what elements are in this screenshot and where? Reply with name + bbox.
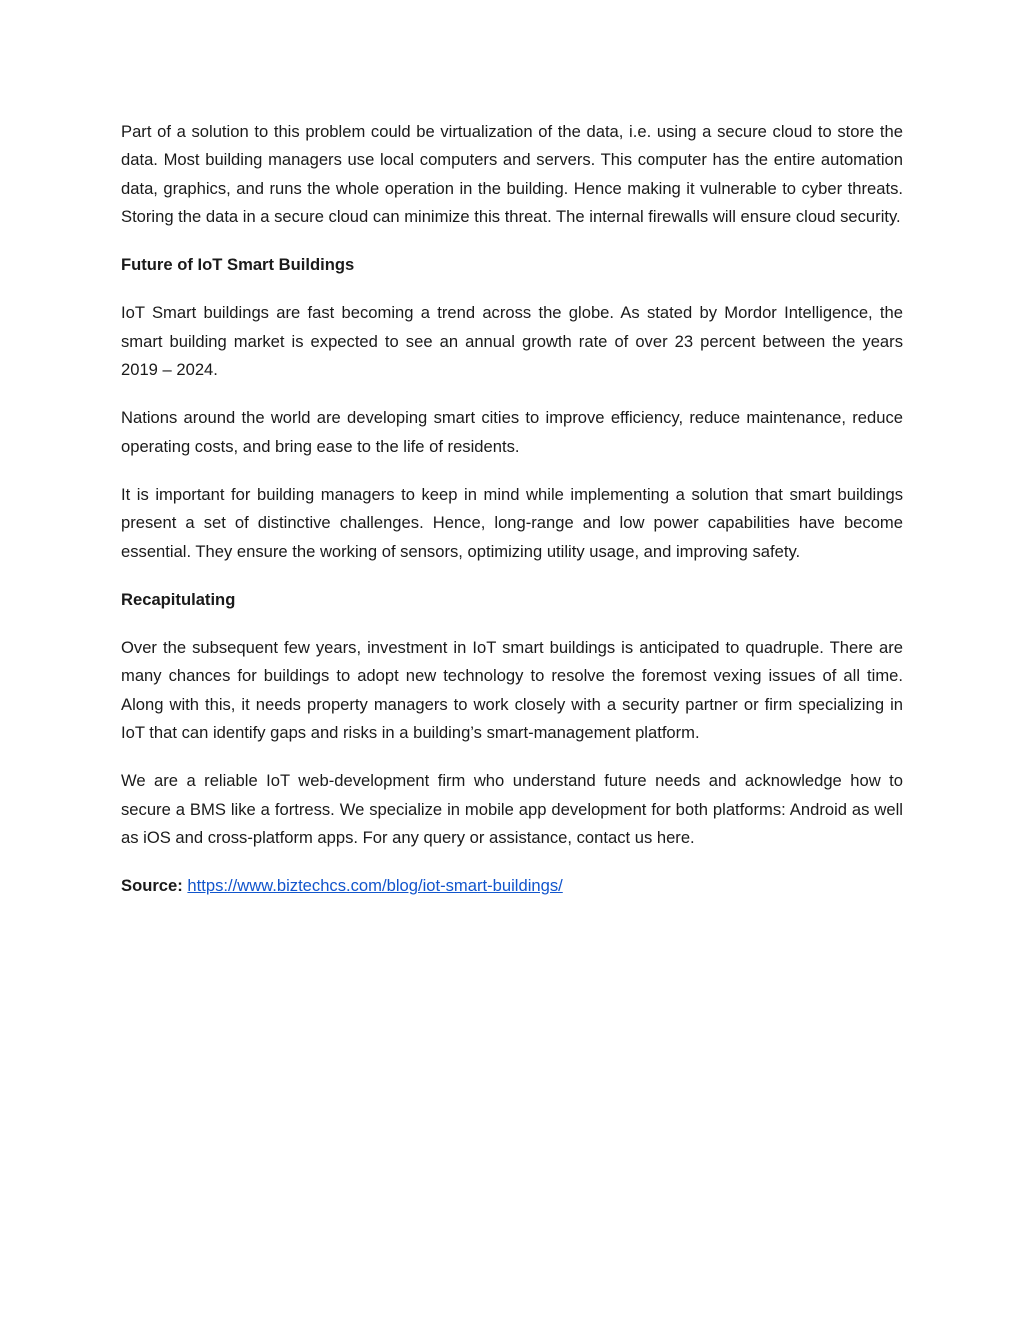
document-page (121, 118, 903, 901)
source-label: Source: (121, 876, 183, 896)
paragraph-smart-cities: Nations around the world are developing smart cities to improve efficiency, reduce maintenance, reduce operating costs, and bring ease to the life of residents. (121, 408, 903, 456)
paragraph-investment-outlook: Over the subsequent few years, investment in IoT smart buildings is anticipated to quadruple. There are many chances for buildings to adopt new technology to resolve the foremost vexing issues of all time. Along with this, it needs property managers to work closely with a security partner or firm specializing in IoT that can identify gaps and risks in a building’s smart-management platform. (121, 638, 903, 743)
heading-future-iot-smart-buildings: Future of IoT Smart Buildings (121, 255, 355, 275)
heading-recapitulating: Recapitulating (121, 589, 236, 609)
paragraph-company-pitch: We are a reliable IoT web-development firm who understand future needs and acknowledge how to secure a BMS like a fortress. We specialize in mobile app development for both platforms: Android as well as iOS and cross-platform apps. For any query or assistance, contact us here. (121, 771, 903, 847)
paragraph-smart-building-trend: IoT Smart buildings are fast becoming a trend across the globe. As stated by Mordor Intelligence, the smart building market is expected to see an annual growth rate of over 23 percent between the years 2019 – 2024. (121, 303, 903, 380)
paragraph-distinctive-challenges: It is important for building managers to keep in mind while implementing a solution that smart buildings present a set of distinctive challenges. Hence, long-range and low power capabilities have become essential. They ensure the working of sensors, optimizing utility usage, and improving safety. (121, 484, 903, 561)
source-line (121, 872, 903, 900)
source-link[interactable]: https://www.biztechcs.com/blog/iot-smart-buildings/ (187, 876, 563, 896)
paragraph-cloud-virtualization: Part of a solution to this problem could be virtualization of the data, i.e. using a secure cloud to store the data. Most building managers use local computers and servers. This computer has the entire automation data, graphics, and runs the whole operation in the building. Hence making it vulnerable to cyber threats. Storing the data in a secure cloud can minimize this threat. The internal firewalls will ensure cloud security. (121, 122, 903, 226)
